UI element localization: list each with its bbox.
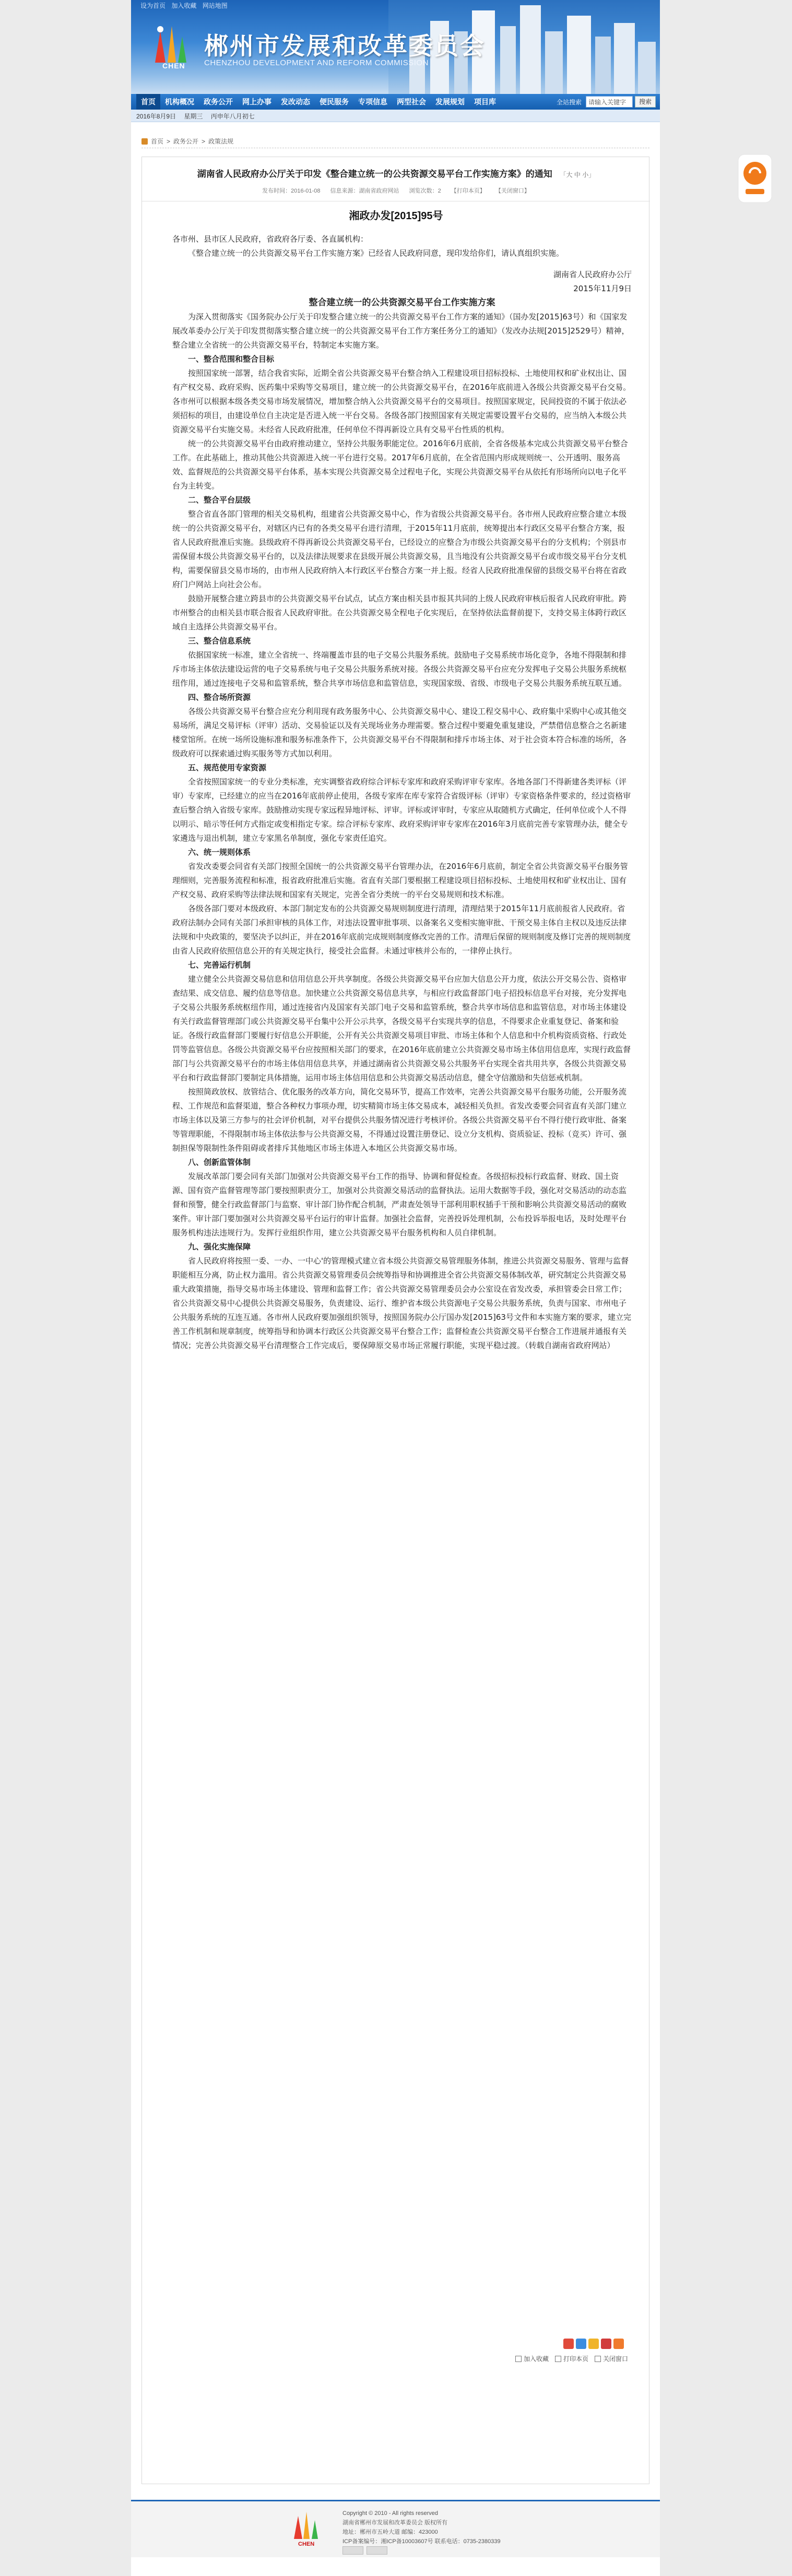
site-banner <box>131 0 660 94</box>
search-label: 全站搜索 <box>556 98 582 106</box>
main-nav <box>131 94 660 110</box>
sitemap-link[interactable]: 网站地图 <box>202 2 228 9</box>
star-icon <box>515 2356 522 2362</box>
section-paragraph: 鼓励开展整合建立跨县市的公共资源交易平台试点，试点方案由相关县市报其共同的上级人民政府审核后报省人民政府审批。跨市州整合的由相关县市联合报省人民政府审批。在公共资源交易全程电子化实现后，在坚持依法监督前提下，支持交易主体跨行政区域自主选择公共资源交易平台。 <box>172 594 627 631</box>
logo-text: CHEN <box>162 62 185 70</box>
salutation: 各市州、县市区人民政府，省政府各厅委、各直属机构： <box>172 234 369 244</box>
nav-item-home[interactable]: 首页 <box>136 94 160 110</box>
share-qzone-icon[interactable] <box>576 2339 586 2349</box>
section-paragraph: 依据国家统一标准，建立全省统一、终端覆盖市县的电子交易公共服务系统。鼓励电子交易系统市场化竞争，各地不得限制和排斥市场主体依法建设运营的电子交易系统与电子交易公共服务系统对接。各级公共资源交易平台应充分发挥电子交易公共服务系统枢纽作用，通过连接电子交易和监管系统，整合共享市场信息和监管信息，实现国家级、省级、市级电子交易公共服务系统互联互通。 <box>172 650 627 688</box>
section-paragraph: 省人民政府将按照一委、一办、一中心'的管理模式建立省本级公共资源交易管理服务体制，推进公共资源交易服务、管理与监督职能相互分离，防止权力滥用。省公共资源交易管理委员会统筹指导和协调推进全省公共资源交易体制改革，研究制定公共资源交易重大政策措施，指导交易市场主体建设、管理和监督工作；省公共资源交易管理委员会办公室设在省发改委，承担管委会日常工作；省公共资源交易中心提供公共资源交易服务，负责建设、运行、维护省本级公共资源电子交易公共服务系统，负责与国家、市州电子公共服务系统的互连互通。各市州人民政府要加强组织领导，按照国务院办公厅国办发[2015]63号文件和本实施方案的要求，建立完善工作机制和规章制度，统筹指导和协调本行政区公共资源交易平台整合工作；监督检查公共资源交易平台整合工作进展并通报有关情况；完善公共资源交易平台清理整合工作完成后，要保障原交易市场正常履行职能，实现平稳过渡。（转载自湖南省政府网站） <box>172 1256 631 1350</box>
section-paragraph: 全省按照国家统一的专业分类标准，充实调整省政府综合评标专家库和政府采购评审专家库。各地各部门不得新建各类评标（评审）专家库，已经建立的应当在2016年底前停止使用，各级专家库在库专家符合省级评标（评审）专家资格条件要求的，经过资格审查后整合纳入省级专家库。鼓励推动实现专家远程异地评标、评审。评标或评审时，专家应从取随机方式确定，任何单位或个人不得以明示、暗示等任何方式指定或变相指定专家。综合评标专家库、政府采购评审专家库在2016年3月底前完善专家管理办法，健全专家遴选与退出机制，建立专家黑名单制度，强化专家责任追究。 <box>172 777 631 843</box>
page <box>131 0 660 2576</box>
owner-line: 湖南省郴州市发展和改革委员会 版权所有 <box>342 2520 448 2526</box>
section-paragraph: 各级公共资源交易平台整合应充分利用现有政务服务中心、公共资源交易中心、建设工程交易中心、政府集中采购中心或其他交易场所，满足交易评标（评审）活动、交易验证以及有关现场业务办理需要。整合过程中要避免重复建设，严禁借信息整合之名新建楼堂馆所。在统一场所设施标准和服务标准条件下，公共资源交易平台不得限制和排斥市场主体、对于社会资本符合标准的场所，各级政府可以探索通过购买服务等方式加以利用。 <box>172 707 627 758</box>
add-favorite-button[interactable] <box>515 2354 549 2363</box>
nav-item-gov-open[interactable]: 政务公开 <box>204 98 233 106</box>
article-body <box>172 232 632 1353</box>
icp-line: ICP备案编号：湘ICP备10003607号 联系电话：0735-2380339 <box>342 2538 501 2545</box>
footer-logo-icon <box>288 2509 324 2545</box>
site-subtitle: CHENZHOU DEVELOPMENT AND REFORM COMMISSION <box>204 58 429 67</box>
footer-text <box>342 2509 501 2546</box>
police-badge-icon[interactable] <box>367 2546 387 2555</box>
share-more-icon[interactable] <box>613 2339 624 2349</box>
section-heading: 一、整合范围和整合目标 <box>188 354 275 364</box>
intro-paragraph: 为深入贯彻落实《国务院办公厅关于印发整合建立统一的公共资源交易平台工作方案的通知》（国办发[2015]63号）和《国家发展改革委办公厅关于印发贯彻落实整合建立统一的公共资源交易平台工作方案任务分工的通知》（发改办法规[2015]2529号）精神，整合建立全省统一的公共资源交易平台，特制定本实施方案。 <box>172 312 630 350</box>
plan-title: 整合建立统一的公共资源交易平台工作实施方案 <box>309 297 495 308</box>
share-icons <box>563 2339 624 2349</box>
nav-item-online[interactable]: 网上办事 <box>242 98 271 106</box>
section-paragraph: 按照国家统一部署，结合我省实际，近期全省公共资源交易平台整合纳入工程建设项目招标投标、土地使用权和矿业权出让、国有产权交易、政府采购、医药集中采购等交易项目，建立统一的公共资源交易平台，在2016年底前进入各级公共资源交易平台交易。各市州可以根据本级各类交易市场发展情况，增加整合纳入公共资源交易平台的交易项目。按照国家规定，民间投资的不属于依法必须招标的项目，由建设单位自主决定是否进入统一平台交易。各级各部门按照国家有关规定需要设置平台交易的，应当纳入本级公共资源交易平台实施交易。未经省人民政府批准，任何单位不得再新设立具有交易平台性质的机构。 <box>172 368 631 434</box>
set-home-link[interactable]: 设为首页 <box>140 2 166 9</box>
breadcrumb-home[interactable]: 首页 <box>151 138 164 145</box>
footer <box>131 2500 660 2557</box>
nav-item-service[interactable]: 便民服务 <box>320 98 349 106</box>
close-icon <box>595 2356 601 2362</box>
nav-item-about[interactable]: 机构概况 <box>165 98 194 106</box>
share-row <box>142 2336 650 2352</box>
section-paragraph: 建立健全公共资源交易信息和信用信息公开共享制度。各级公共资源交易平台应加大信息公开力度，依法公开交易公告、资格审查结果、成交信息、履约信息等信息。加快建立公共资源交易信息共享，与相应行政监督部门电子招投标信息平台对接，充分发挥电子交易公共服务系统枢纽作用，通过连接省内及国家有关部门电子交易和监管系统，整合共享市场信息和监管信息，对市场主体建设有关行政监督管理部门或公共资源交易平台集中公开公示共享，各级交易平台实现共享的信息，不得要求企业重复登记、备案和验证。各级行政监督部门要履行好信息公开职能，公开有关公共资源交易项目审批、市场主体和个人信息和中介机构资质资格、行政处罚等监管信息。各级公共资源交易平台应按照相关部门的要求，在2016年底前建立公共资源交易市场主体信用信息库，实现行政监督部门与公共资源交易平台的市场主体信用信息共享，并通过湖南省公共资源交易公共服务平台实现全省共用共享，各级公共资源交易平台和行政监督部门要制定具体措施，运用市场主体信用信息和公共资源交易活动信息，健全守信激励和失信惩戒机制。 <box>172 974 631 1082</box>
font-size-control[interactable]: 「大 中 小」 <box>560 171 595 178</box>
section-paragraph: 各级各部门要对本级政府、本部门制定发布的公共资源交易规则制度进行清理，清理结果于2015年11月底前报省人民政府。省政府法制办会同有关部门承担审核的具体工作，对违法设置审批事项、以备案名义变相实施审批、干预交易主体自主权以及违反法律法规和中央政策的，要坚决予以纠正，并在2016年底前完成规则制度修改完善的工作。清理后保留的规则制度及修订完善的规则制度由省人民政府依照信息公开的有关规定执行，接受社会监督。未通过审核并公布的，一律停止执行。 <box>172 904 631 956</box>
breadcrumb-gov-open[interactable]: 政务公开 <box>173 138 199 145</box>
breadcrumb <box>141 135 649 148</box>
print-button[interactable] <box>555 2354 588 2363</box>
search-input[interactable]: 请输入关键字 <box>586 96 633 108</box>
signature: 湖南省人民政府办公厅 <box>553 270 632 279</box>
article <box>141 157 649 2484</box>
article-title <box>142 166 650 180</box>
article-tools <box>515 2354 628 2363</box>
search-button[interactable]: 搜索 <box>635 96 656 108</box>
top-links <box>140 1 232 10</box>
site-title: 郴州市发展和改革委员会 <box>204 32 486 60</box>
article-title-text: 湖南省人民政府办公厅关于印发《整合建立统一的公共资源交易平台工作实施方案》的通知 <box>197 169 552 179</box>
section-heading: 八、创新监管体制 <box>188 1158 251 1167</box>
nav-item-two-type[interactable]: 两型社会 <box>397 98 426 106</box>
search-box <box>557 96 656 108</box>
section-heading: 三、整合信息系统 <box>188 636 251 646</box>
section-paragraph: 发展改革部门要会同有关部门加强对公共资源交易平台工作的指导、协调和督促检查。各级招标投标行政监督、财政、国土资源、国有资产监督管理等部门要按照职责分工，加强对公共资源交易活动的监督执法。运用大数据等手段，强化对交易活动的动态监督和预警，健全行政监督部门与监察、审计部门协作配合机制，严肃查处领导干部利用职权插手干预和影响公共资源交易活动的腐败案件。审计部门要加强对公共资源交易平台运行的审计监督。加强社会监督，完善投诉处理机制，公布投诉举报电话，及时处理平台服务机构违法违规行为。发挥行业组织作用，建立公共资源交易平台服务机构和人员自律机制。 <box>172 1172 627 1237</box>
info-source: 信息来源：湖南省政府网站 <box>330 188 399 194</box>
floating-service-icon[interactable] <box>736 152 774 210</box>
section-heading: 六、统一规则体系 <box>188 848 251 857</box>
publish-time: 发布时间：2016-01-08 <box>262 188 321 194</box>
section-paragraph: 省发改委要会同省有关部门按照全国统一的公共资源交易平台管理办法，在2016年6月底前，制定全省公共资源交易平台服务管理细则，完善服务流程和标准，报省政府批准后实施。省直有关部门要根据工程建设项目招标投标、土地使用权和矿业权出让、国有产权交易、政府采购等法律法规和国家有关规定，完善全省分类统一的平台交易规则和技术标准。 <box>172 862 628 899</box>
footer-badges <box>342 2546 387 2555</box>
share-weibo-icon[interactable] <box>563 2339 574 2349</box>
print-label: 打印本页 <box>563 2355 588 2363</box>
address-line: 地址：郴州市五岭大道 邮编：423000 <box>342 2529 438 2535</box>
close-link[interactable]: 【关闭窗口】 <box>495 188 530 194</box>
home-icon <box>141 138 148 145</box>
sign-date: 2015年11月9日 <box>573 284 632 293</box>
info-bar <box>131 110 660 122</box>
current-date: 2016年8月9日 <box>136 113 176 120</box>
section-heading: 五、规范使用专家资源 <box>188 763 267 772</box>
section-heading: 二、整合平台层级 <box>188 495 251 505</box>
section-paragraph: 统一的公共资源交易平台由政府推动建立，坚持公共服务职能定位。2016年6月底前，全省各级基本完成公共资源交易平台整合工作。在此基础上，推动其他公共资源进入统一平台进行交易。2017年6月底前，在全省范围内形成规则统一、公开透明、服务高效、监督规范的公共资源交易平台体系，基本实现公共资源交易全过程电子化，实现公共资源交易平台从依托有形场所向以电子化平台为主转变。 <box>172 439 628 491</box>
document-number: 湘政办发[2015]95号 <box>349 210 443 222</box>
section-heading: 九、强化实施保障 <box>188 1242 251 1251</box>
lunar-date: 丙申年八月初七 <box>210 113 255 120</box>
section-heading: 七、完善运行机制 <box>188 960 251 970</box>
nav-item-news[interactable]: 发改动态 <box>281 98 310 106</box>
notice-text: 《整合建立统一的公共资源交易平台工作实施方案》已经省人民政府同意，现印发给你们，请认真组织实施。 <box>188 248 564 258</box>
weekday: 星期三 <box>184 113 203 120</box>
copyright-line: Copyright © 2010 - All rights reserved <box>342 2510 438 2517</box>
footer-logo-text: CHEN <box>298 2541 315 2547</box>
nav-item-special[interactable]: 专项信息 <box>358 98 387 106</box>
article-meta <box>142 186 650 201</box>
gov-badge-icon[interactable] <box>342 2546 363 2555</box>
view-count: 浏览次数：2 <box>409 188 441 194</box>
section-heading: 四、整合场所资源 <box>188 693 251 702</box>
section-paragraph: 按照简政放权、放管结合、优化服务的改革方向，简化交易环节，提高工作效率，完善公共资源交易平台服务功能，公开服务流程、工作规范和监督渠道，整合各种权力事项办理，切实精简市场主体交易成本，减轻相关负担。省发改委要会同省直有关部门建立市场主体以及第三方参与的社会评价机制，对平台提供公共服务情况进行考核评价。各级公共资源交易平台不得行使行政审批、备案等管理职能，不得限制市场主体依法参与公共资源交易，不得通过设置注册登记、设立分支机构、资质验证、投标（竞买）许可、强制担保等限制性条件阻碍或者排斥其他地区市场主体进入本地区公共资源交易市场。 <box>172 1087 627 1153</box>
add-favorite-link[interactable]: 加入收藏 <box>171 2 197 9</box>
share-renren-icon[interactable] <box>601 2339 611 2349</box>
breadcrumb-policy[interactable]: 政策法规 <box>208 138 234 145</box>
breadcrumb-sep: > <box>167 137 171 145</box>
add-favorite-label: 加入收藏 <box>523 2355 549 2363</box>
close-label: 关闭窗口 <box>602 2355 628 2363</box>
print-link[interactable]: 【打印本页】 <box>451 188 486 194</box>
nav-item-planning[interactable]: 发展规划 <box>435 98 465 106</box>
close-window-button[interactable] <box>595 2354 628 2363</box>
breadcrumb-sep: > <box>202 137 206 145</box>
nav-item-project[interactable]: 项目库 <box>474 98 496 106</box>
share-tencent-icon[interactable] <box>588 2339 599 2349</box>
section-paragraph: 整合省直各部门管理的相关交易机构，组建省公共资源交易中心，作为省级公共资源交易平台。各市州人民政府应整合建立本级统一的公共资源交易平台，对辖区内已有的各类交易平台进行清理，于2015年11月底前，统筹提出本行政区交易平台整合方案，报省人民政府批准后实施。县级政府不得再新设公共资源交易平台，已经设立的应整合为市级公共资源交易平台的分支机构；个别县市需保留本级公共资源交易平台的，以及法律法规要求在县级开展公共资源交易，且当地没有公共资源交易平台或市级交易平台分支机构，需要保留县交易市场的，由市州人民政府纳入本行政区平台整合方案一并上报。经省人民政府批准保留的县级交易平台将在省政府门户网站上向社会公布。 <box>172 509 627 589</box>
printer-icon <box>555 2356 561 2362</box>
